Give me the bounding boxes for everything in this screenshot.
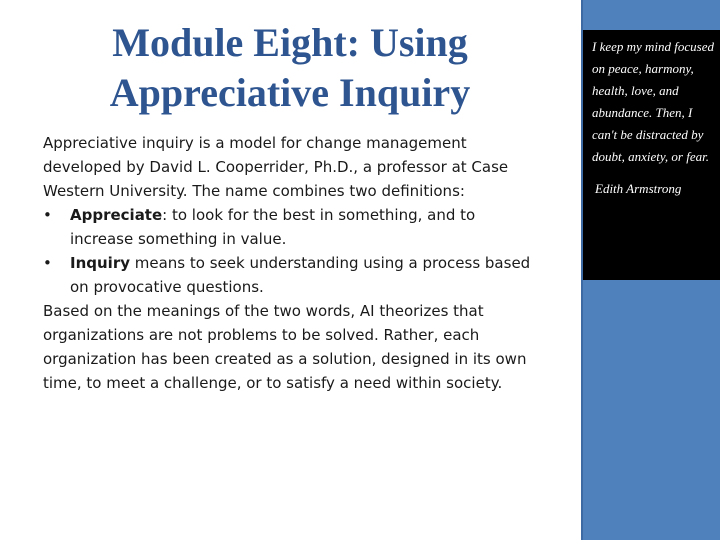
quote-box — [583, 30, 720, 280]
conclusion-paragraph: Based on the meanings of the two words, AI theorizes that organizations are not problems to be solved. Rather, each organization has been created as a solution, designed in its own time, to meet a challenge, or to satisfy a need within society. — [43, 302, 527, 392]
term-inquiry: Inquiry — [70, 254, 130, 272]
definition-appreciate: : to look for the best in something, and to increase something in value. — [70, 206, 476, 248]
slide-title — [40, 18, 540, 118]
quote-text: I keep my mind focused on peace, harmony, health, love, and abundance. Then, I can't be distracted by doubt, anxiety, or fear. — [592, 39, 715, 164]
bullet-icon: • — [43, 206, 52, 224]
title-line-1: Module Eight: Using — [112, 20, 468, 65]
term-appreciate: Appreciate — [70, 206, 163, 224]
intro-paragraph: Appreciative inquiry is a model for change management developed by David L. Cooperrider, Ph.D., a professor at Case Western University. The name combines two definitions: — [43, 134, 509, 200]
definition-inquiry: means to seek understanding using a process based on provocative questions. — [70, 254, 531, 296]
list-item-inquiry — [43, 251, 533, 299]
title-line-2: Appreciative Inquiry — [109, 70, 471, 115]
definition-list — [43, 203, 533, 299]
list-item-appreciate — [43, 203, 533, 251]
bullet-icon: • — [43, 254, 52, 272]
slide-body — [43, 131, 533, 395]
quote-author: Edith Armstrong — [595, 181, 682, 196]
